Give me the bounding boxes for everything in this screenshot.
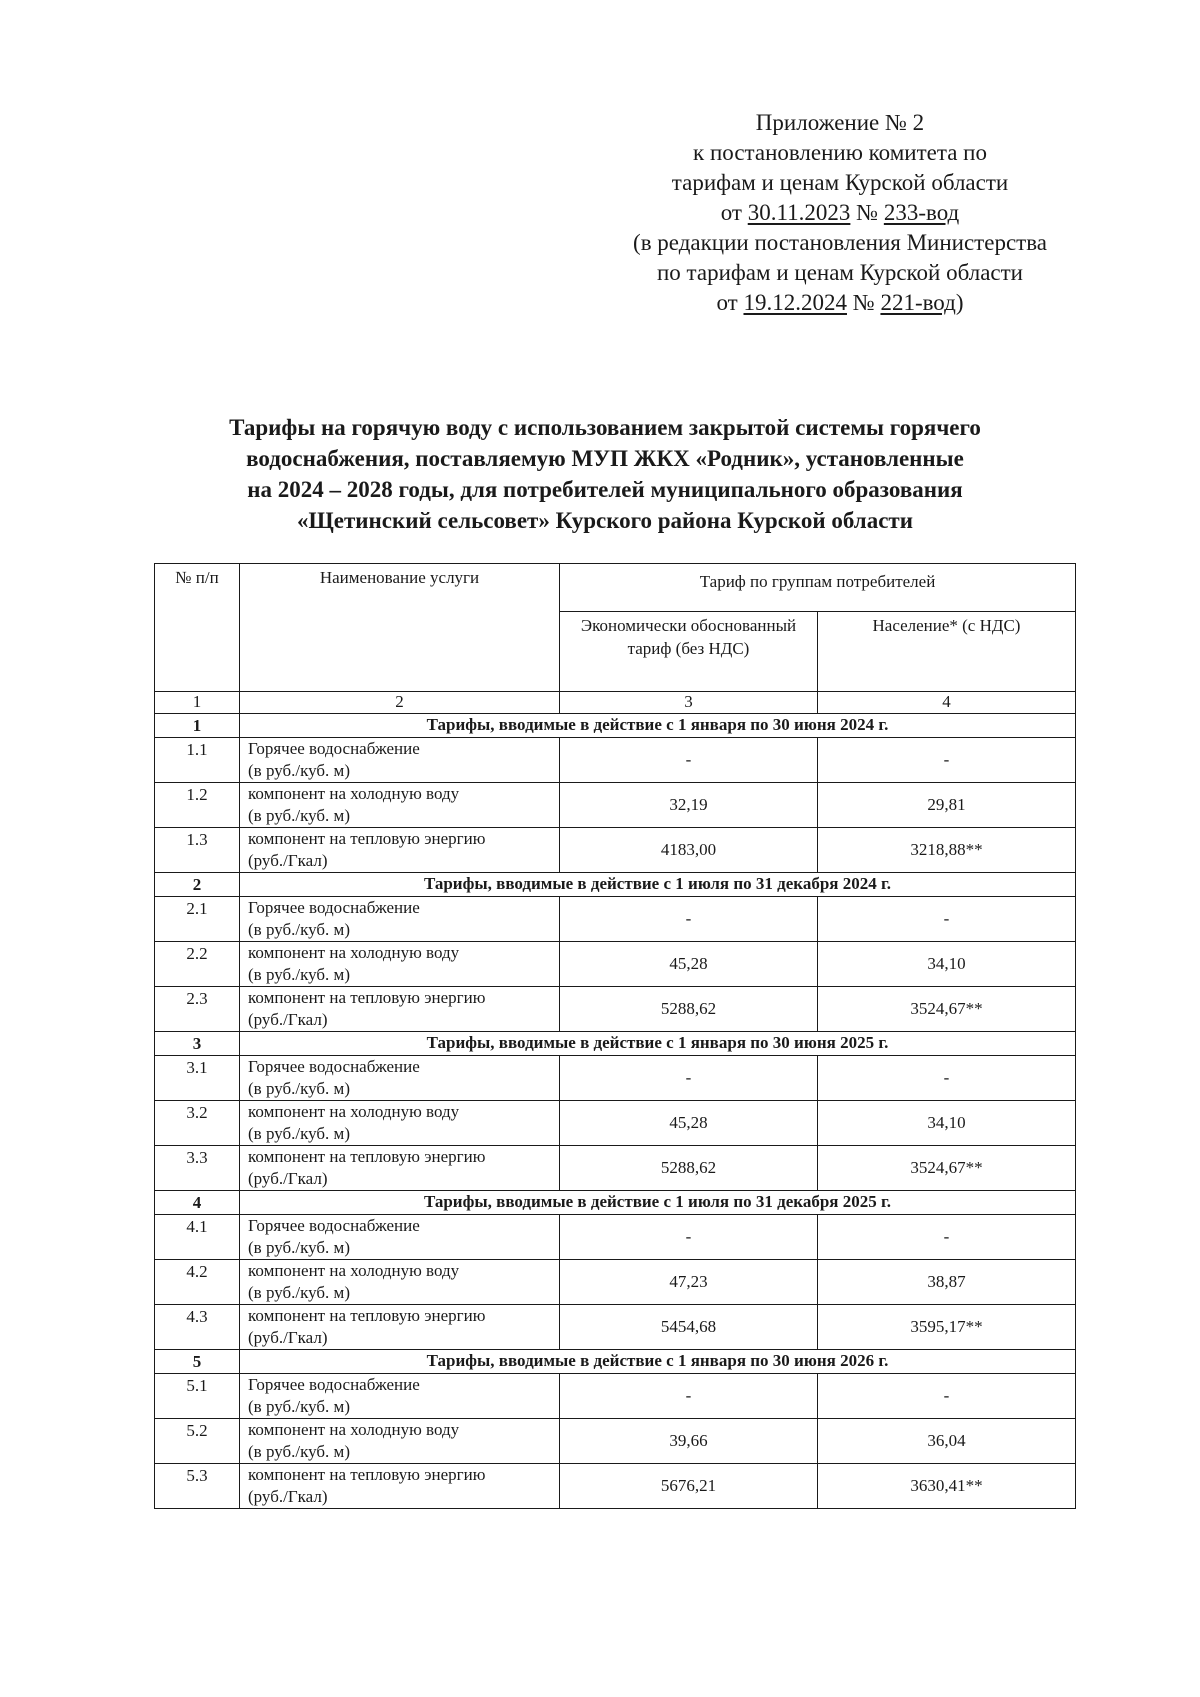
service-unit: (руб./Гкал) [248,1487,328,1506]
table-row [155,1260,1076,1305]
service-name: компонент на тепловую энергию [248,988,486,1007]
period-number: 2 [155,873,240,897]
row-number: 2.2 [155,942,240,987]
service-name-cell [240,1056,560,1101]
appendix-line-7-prefix: от [716,290,744,315]
amendment-number: 221-вод [880,290,956,315]
economic-tariff-value: - [560,1374,818,1419]
service-name-cell [240,1215,560,1260]
population-tariff-value: - [818,897,1076,942]
resolution-number: 233-вод [883,200,960,225]
period-number: 1 [155,714,240,738]
service-name: компонент на холодную воду [248,943,460,962]
population-tariff-value: - [818,1215,1076,1260]
index-cell-4: 4 [818,692,1076,714]
service-name-cell [240,828,560,873]
service-name-cell [240,1146,560,1191]
service-unit: (в руб./куб. м) [248,1442,350,1461]
title-line-2: водоснабжения, поставляемую МУП ЖКХ «Родник», установленные [246,446,964,471]
header-num-cell [155,564,240,692]
service-name: компонент на тепловую энергию [248,829,486,848]
header-row-1 [155,564,1076,612]
population-tariff-value: 36,04 [818,1419,1076,1464]
service-unit: (в руб./куб. м) [248,1079,350,1098]
appendix-line-4 [590,198,1090,228]
appendix-line-7-mid: № [846,290,881,315]
index-row [155,692,1076,714]
population-tariff-value: 3524,67** [818,1146,1076,1191]
service-name-cell [240,897,560,942]
row-number: 1.1 [155,738,240,783]
table-row [155,897,1076,942]
service-name-cell [240,1305,560,1350]
appendix-line-7 [590,288,1090,318]
population-tariff-value: - [818,1374,1076,1419]
economic-tariff-value: 32,19 [560,783,818,828]
service-name-cell [240,738,560,783]
row-number: 3.3 [155,1146,240,1191]
population-tariff-value: 38,87 [818,1260,1076,1305]
population-tariff-value: 34,10 [818,942,1076,987]
service-unit: (руб./Гкал) [248,1169,328,1188]
service-name: компонент на холодную воду [248,1102,460,1121]
row-number: 3.2 [155,1101,240,1146]
service-name-cell [240,1101,560,1146]
period-number: 5 [155,1350,240,1374]
population-tariff-value: 3630,41** [818,1464,1076,1509]
service-name: компонент на холодную воду [248,1420,460,1439]
service-name: Горячее водоснабжение [248,1216,420,1235]
header-group: Тариф по группам потребителей [699,572,936,591]
economic-tariff-value: 5288,62 [560,1146,818,1191]
appendix-line-1: Приложение № 2 [755,110,925,135]
resolution-date: 30.11.2023 [747,200,851,225]
service-unit: (в руб./куб. м) [248,1238,350,1257]
service-name: компонент на холодную воду [248,1261,460,1280]
service-name-cell [240,987,560,1032]
header-economic: Экономически обоснованный тариф (без НДС) [580,616,797,658]
service-unit: (в руб./куб. м) [248,1397,350,1416]
row-number: 1.2 [155,783,240,828]
row-number: 1.3 [155,828,240,873]
service-name: компонент на тепловую энергию [248,1465,486,1484]
economic-tariff-value: - [560,738,818,783]
service-unit: (в руб./куб. м) [248,1124,350,1143]
table-row [155,1374,1076,1419]
row-number: 4.2 [155,1260,240,1305]
service-unit: (в руб./куб. м) [248,920,350,939]
header-service: Наименование услуги [319,568,480,587]
service-name: компонент на холодную воду [248,784,460,803]
population-tariff-value: - [818,1056,1076,1101]
period-title: Тарифы, вводимые в действие с 1 января по 30 июня 2024 г. [240,714,1076,738]
row-number: 5.2 [155,1419,240,1464]
service-unit: (руб./Гкал) [248,1010,328,1029]
service-name: Горячее водоснабжение [248,898,420,917]
table-row [155,1464,1076,1509]
service-unit: (в руб./куб. м) [248,761,350,780]
appendix-line-5: (в редакции постановления Министерства [633,230,1047,255]
population-tariff-value: - [818,738,1076,783]
header-economic-cell [560,612,818,692]
period-title: Тарифы, вводимые в действие с 1 июля по 31 декабря 2025 г. [240,1191,1076,1215]
header-service-cell [240,564,560,692]
table-row [155,738,1076,783]
service-name-cell [240,942,560,987]
economic-tariff-value: 45,28 [560,942,818,987]
period-number: 4 [155,1191,240,1215]
appendix-line-7-suffix: ) [955,290,964,315]
row-number: 2.1 [155,897,240,942]
table-row [155,1101,1076,1146]
economic-tariff-value: - [560,1215,818,1260]
header-population-cell [818,612,1076,692]
population-tariff-value: 29,81 [818,783,1076,828]
document-title [150,412,1060,536]
row-number: 5.1 [155,1374,240,1419]
period-row [155,873,1076,897]
economic-tariff-value: 5288,62 [560,987,818,1032]
period-row [155,1191,1076,1215]
service-unit: (в руб./куб. м) [248,806,350,825]
appendix-line-2: к постановлению комитета по [693,140,987,165]
period-title: Тарифы, вводимые в действие с 1 июля по 31 декабря 2024 г. [240,873,1076,897]
service-name-cell [240,1374,560,1419]
economic-tariff-value: 39,66 [560,1419,818,1464]
population-tariff-value: 34,10 [818,1101,1076,1146]
service-name: Горячее водоснабжение [248,739,420,758]
table-row [155,1419,1076,1464]
appendix-line-4-prefix: от [720,200,748,225]
appendix-line-6: по тарифам и ценам Курской области [657,260,1023,285]
amendment-date: 19.12.2024 [743,290,847,315]
index-cell-3: 3 [560,692,818,714]
service-name-cell [240,1260,560,1305]
economic-tariff-value: - [560,1056,818,1101]
title-line-1: Тарифы на горячую воду с использованием закрытой системы горячего [229,415,981,440]
table-row [155,828,1076,873]
economic-tariff-value: 45,28 [560,1101,818,1146]
row-number: 4.3 [155,1305,240,1350]
economic-tariff-value: 47,23 [560,1260,818,1305]
row-number: 5.3 [155,1464,240,1509]
appendix-line-3: тарифам и ценам Курской области [671,170,1009,195]
tariff-table [154,563,1076,1509]
appendix-block [590,108,1090,318]
service-name-cell [240,1419,560,1464]
table-row [155,783,1076,828]
row-number: 3.1 [155,1056,240,1101]
row-number: 2.3 [155,987,240,1032]
period-title: Тарифы, вводимые в действие с 1 января по 30 июня 2026 г. [240,1350,1076,1374]
period-row [155,714,1076,738]
economic-tariff-value: 5454,68 [560,1305,818,1350]
population-tariff-value: 3218,88** [818,828,1076,873]
service-name: компонент на тепловую энергию [248,1147,486,1166]
period-number: 3 [155,1032,240,1056]
population-tariff-value: 3595,17** [818,1305,1076,1350]
header-population: Население* (с НДС) [872,616,1021,635]
title-line-3: на 2024 – 2028 годы, для потребителей муниципального образования [247,477,963,502]
index-cell-2: 2 [240,692,560,714]
service-name: компонент на тепловую энергию [248,1306,486,1325]
period-row [155,1350,1076,1374]
table-row [155,987,1076,1032]
service-unit: (руб./Гкал) [248,851,328,870]
row-number: 4.1 [155,1215,240,1260]
service-name-cell [240,783,560,828]
economic-tariff-value: - [560,897,818,942]
table-row [155,942,1076,987]
service-unit: (в руб./куб. м) [248,965,350,984]
economic-tariff-value: 4183,00 [560,828,818,873]
period-title: Тарифы, вводимые в действие с 1 января по 30 июня 2025 г. [240,1032,1076,1056]
service-name: Горячее водоснабжение [248,1375,420,1394]
index-cell-1: 1 [155,692,240,714]
period-row [155,1032,1076,1056]
title-line-4: «Щетинский сельсовет» Курского района Курской области [297,508,913,533]
service-name-cell [240,1464,560,1509]
service-unit: (руб./Гкал) [248,1328,328,1347]
economic-tariff-value: 5676,21 [560,1464,818,1509]
service-unit: (в руб./куб. м) [248,1283,350,1302]
header-group-cell [560,564,1076,612]
table-row [155,1056,1076,1101]
table-row [155,1215,1076,1260]
appendix-line-4-mid: № [850,200,884,225]
service-name: Горячее водоснабжение [248,1057,420,1076]
population-tariff-value: 3524,67** [818,987,1076,1032]
header-num: № п/п [175,568,219,587]
table-row [155,1305,1076,1350]
table-row [155,1146,1076,1191]
